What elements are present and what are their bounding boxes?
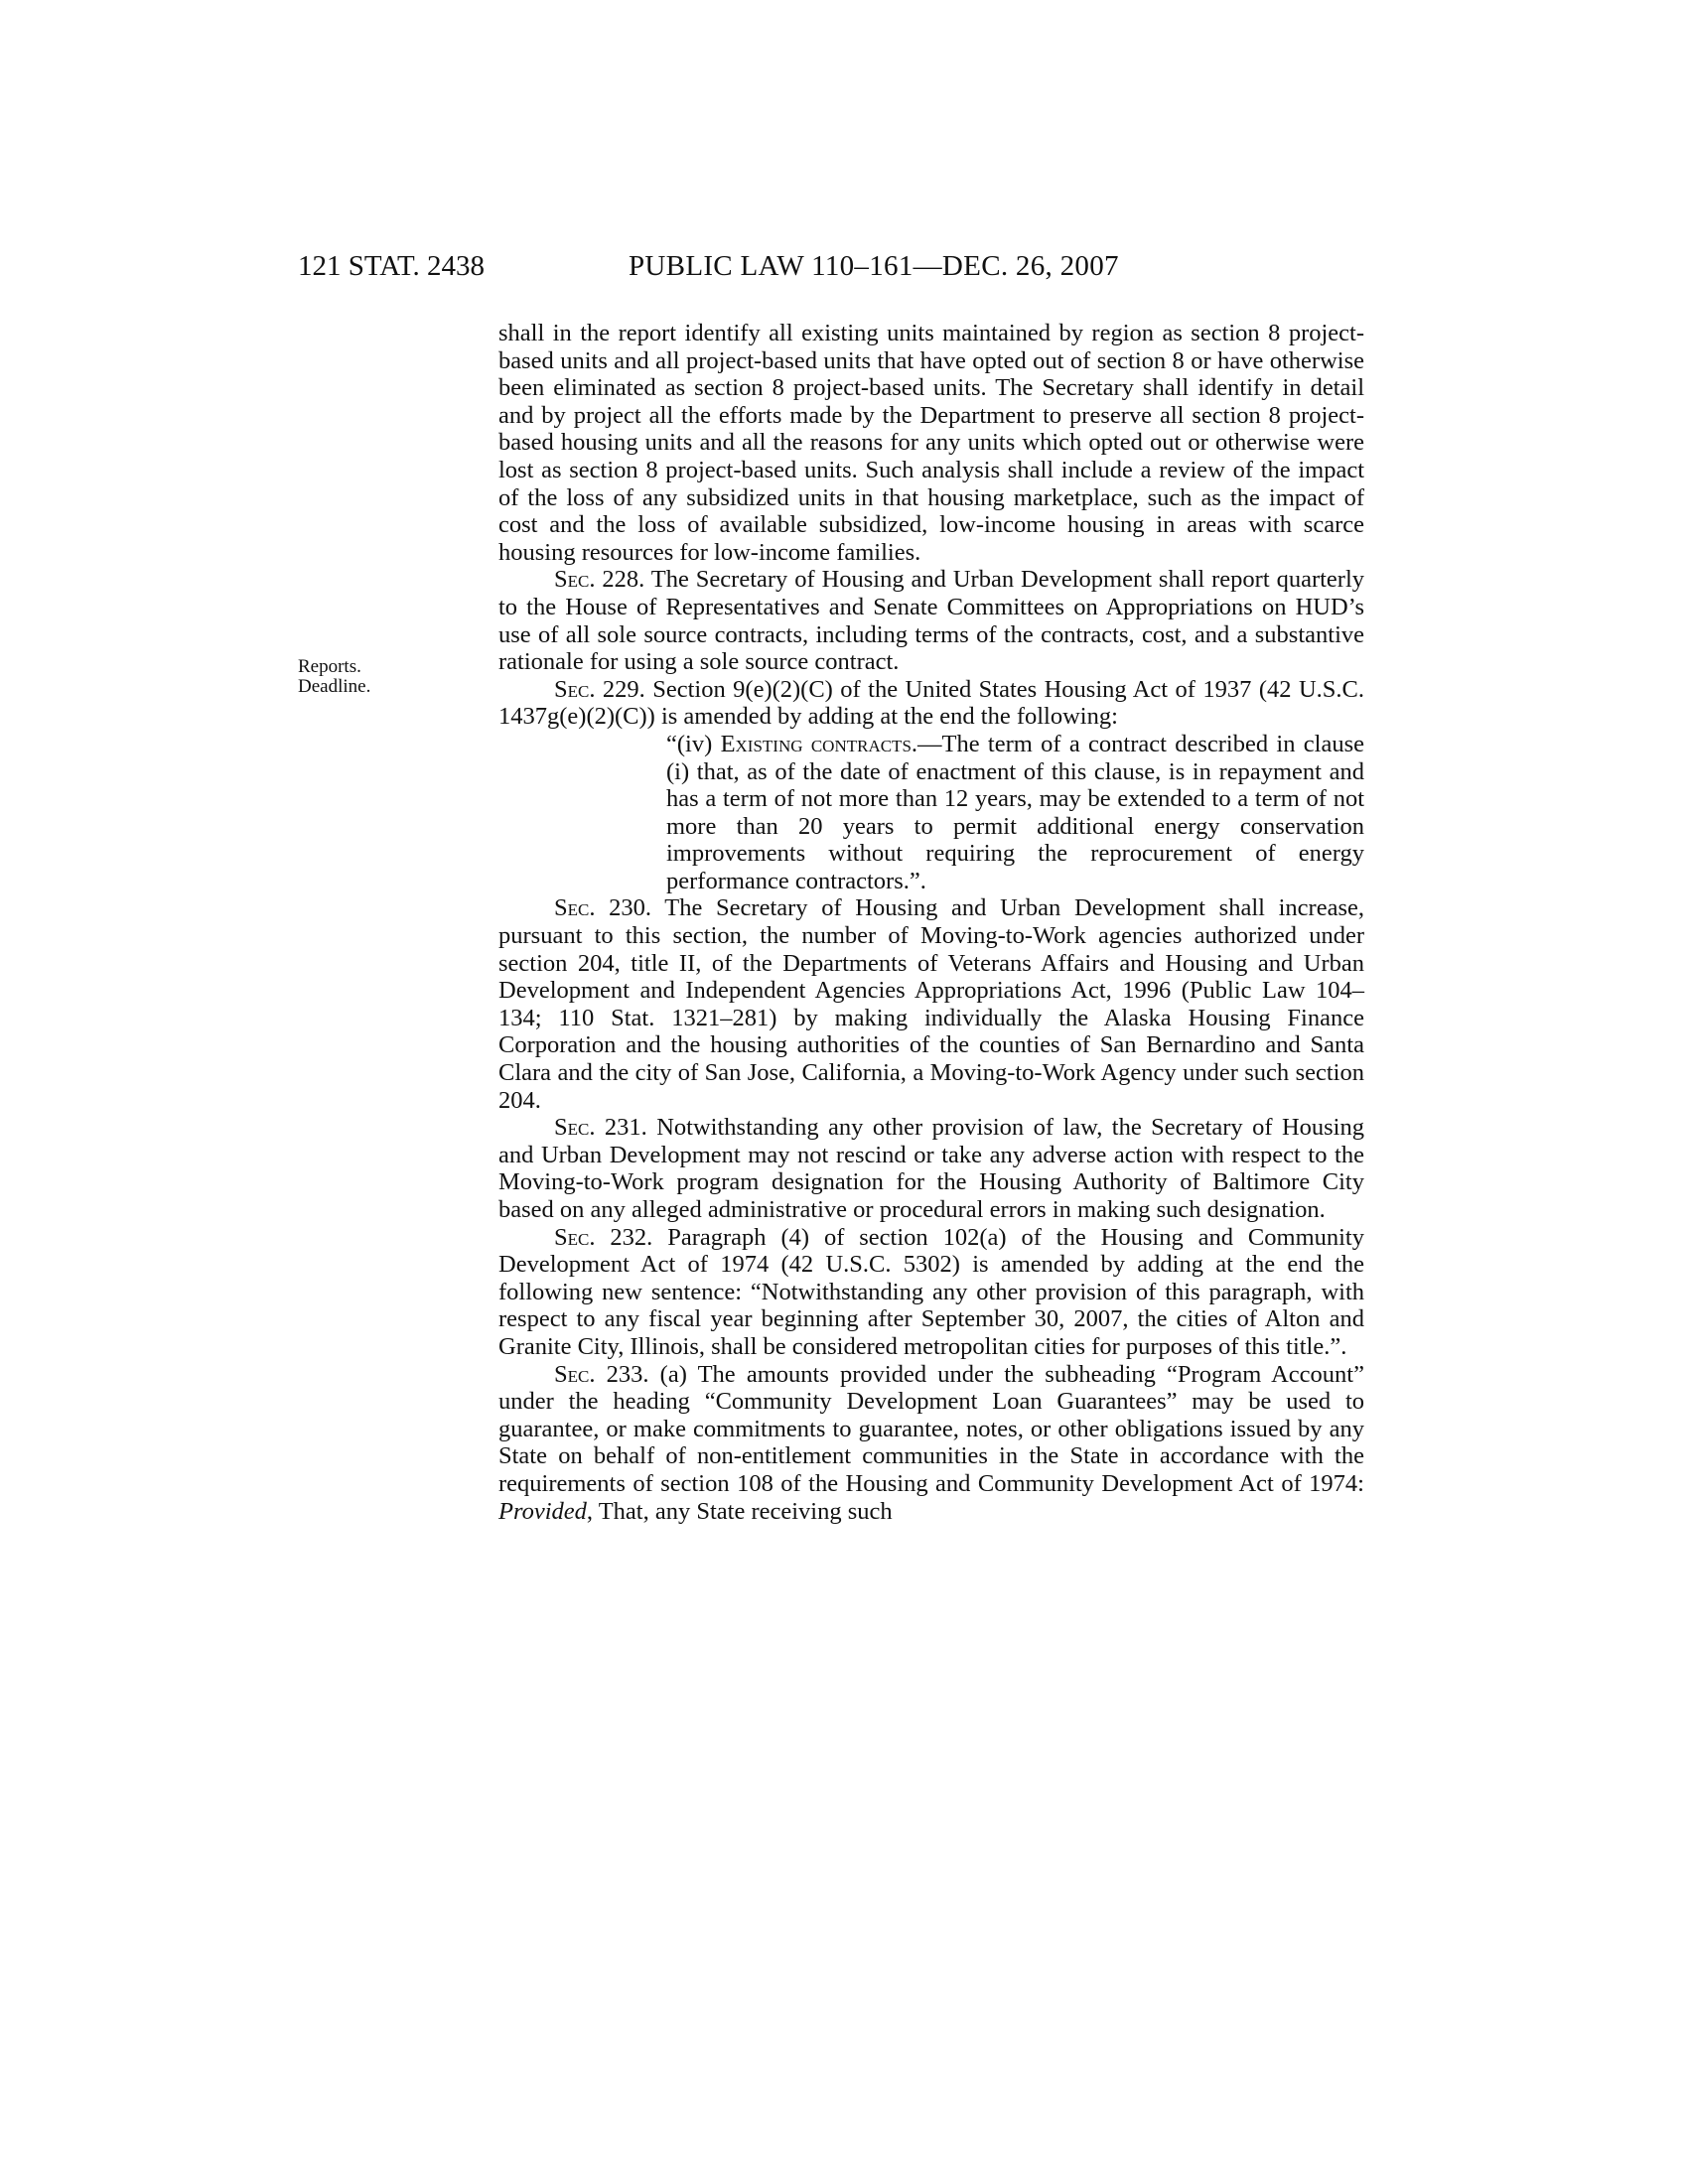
section-229-text: Section 9(e)(2)(C) of the United States Housing Act of 1937 (42 U.S.C. 1437g(e)(2)(C)) is amended by adding at the end the following: [498, 675, 1364, 731]
section-229-label: Sec. 229. [554, 675, 645, 703]
section-230 [498, 894, 1364, 1114]
section-231-label: Sec. 231. [554, 1114, 647, 1142]
section-233-tail: , That, any State receiving such [586, 1497, 893, 1525]
section-228-text: The Secretary of Housing and Urban Development shall report quarterly to the House of Representatives and Senate Committees on Appropriations on HUD’s use of all sole source contracts, including terms of the contracts, cost, and a substantive rationale for using a sole source contract. [498, 566, 1365, 676]
statute-page-number: 121 STAT. 2438 [298, 250, 486, 282]
section-232-text: Paragraph (4) of section 102(a) of the Housing and Community Development Act of 1974 (42 U.S.C. 5302) is amended by adding at the end the following new sentence: “Notwithstanding any other provision of this paragraph, with respect to any fiscal year beginning after September 30, 2007, the cities of Alton and Granite City, Illinois, shall be considered metropolitan cities for purposes of this title.”. [498, 1223, 1364, 1360]
quoted-clause-text: .—The term of a contract described in clause (i) that, as of the date of enactment of this clause, is in repayment and has a term of not more than 12 years, may be extended to a term of not more than 20 years to permit additional energy conservation improvements without requiring the reprocurement of energy performance contractors.”. [666, 730, 1365, 894]
section-228 [498, 566, 1364, 675]
section-233-text: (a) The amounts provided under the subheading “Program Account” under the heading “Community Development Loan Guarantees” may be used to guarantee, or make commitments to guarantee, notes, or other obligations issued by any State on behalf of non-entitlement communities in the State in accordance with the requirements of section 108 of the Housing and Community Development Act of 1974: [498, 1360, 1364, 1497]
section-233 [498, 1361, 1364, 1526]
quoted-clause-iv [666, 731, 1364, 895]
section-232 [498, 1224, 1364, 1361]
section-230-text: The Secretary of Housing and Urban Development shall increase, pursuant to this section, the number of Moving-to-Work agencies authorized under section 204, title II, of the Departments of Veterans Affairs and Housing and Urban Development and Independent Agencies Appropriations Act, 1996 (Public Law 104–134; 110 Stat. 1321–281) by making individually the Alaska Housing Finance Corporation and the housing authorities of the counties of San Bernardino and Santa Clara and the city of San Jose, California, a Moving-to-Work Agency under such section 204. [498, 894, 1364, 1114]
section-230-label: Sec. 230. [554, 894, 652, 922]
section-233-provided: Provided [498, 1497, 587, 1525]
public-law-citation: PUBLIC LAW 110–161—DEC. 26, 2007 [629, 250, 1119, 282]
quoted-clause-lead: “(iv) [666, 730, 721, 757]
page-header [298, 246, 1370, 286]
section-232-label: Sec. 232. [554, 1223, 653, 1251]
paragraph-continuation: shall in the report identify all existing units maintained by region as section 8 project-based units and all project-based units that have opted out of section 8 or have otherwise been eliminated as section 8 project-based units. The Secretary shall identify in detail and by project all the efforts made by the Department to preserve all section 8 project-based housing units and all the reasons for any units which opted out or otherwise were lost as section 8 project-based units. Such analysis shall include a review of the impact of the loss of any subsidized units in that housing marketplace, such as the impact of cost and the loss of available subsidized, low-income housing in areas with scarce housing resources for low-income families. [498, 320, 1364, 566]
section-228-label: Sec. 228. [554, 566, 645, 594]
section-233-label: Sec. 233. [554, 1360, 649, 1388]
quoted-clause-heading: Existing contracts [720, 730, 912, 757]
section-231 [498, 1114, 1364, 1223]
section-231-text: Notwithstanding any other provision of law, the Secretary of Housing and Urban Development may not rescind or take any adverse action with respect to the Moving-to-Work program designation for the Housing Authority of Baltimore City based on any alleged administrative or procedural errors in making such designation. [498, 1114, 1364, 1223]
margin-note-deadline: Deadline. [298, 676, 371, 697]
margin-note-reports: Reports. [298, 656, 361, 677]
document-body [498, 320, 1364, 1525]
section-229 [498, 676, 1364, 731]
